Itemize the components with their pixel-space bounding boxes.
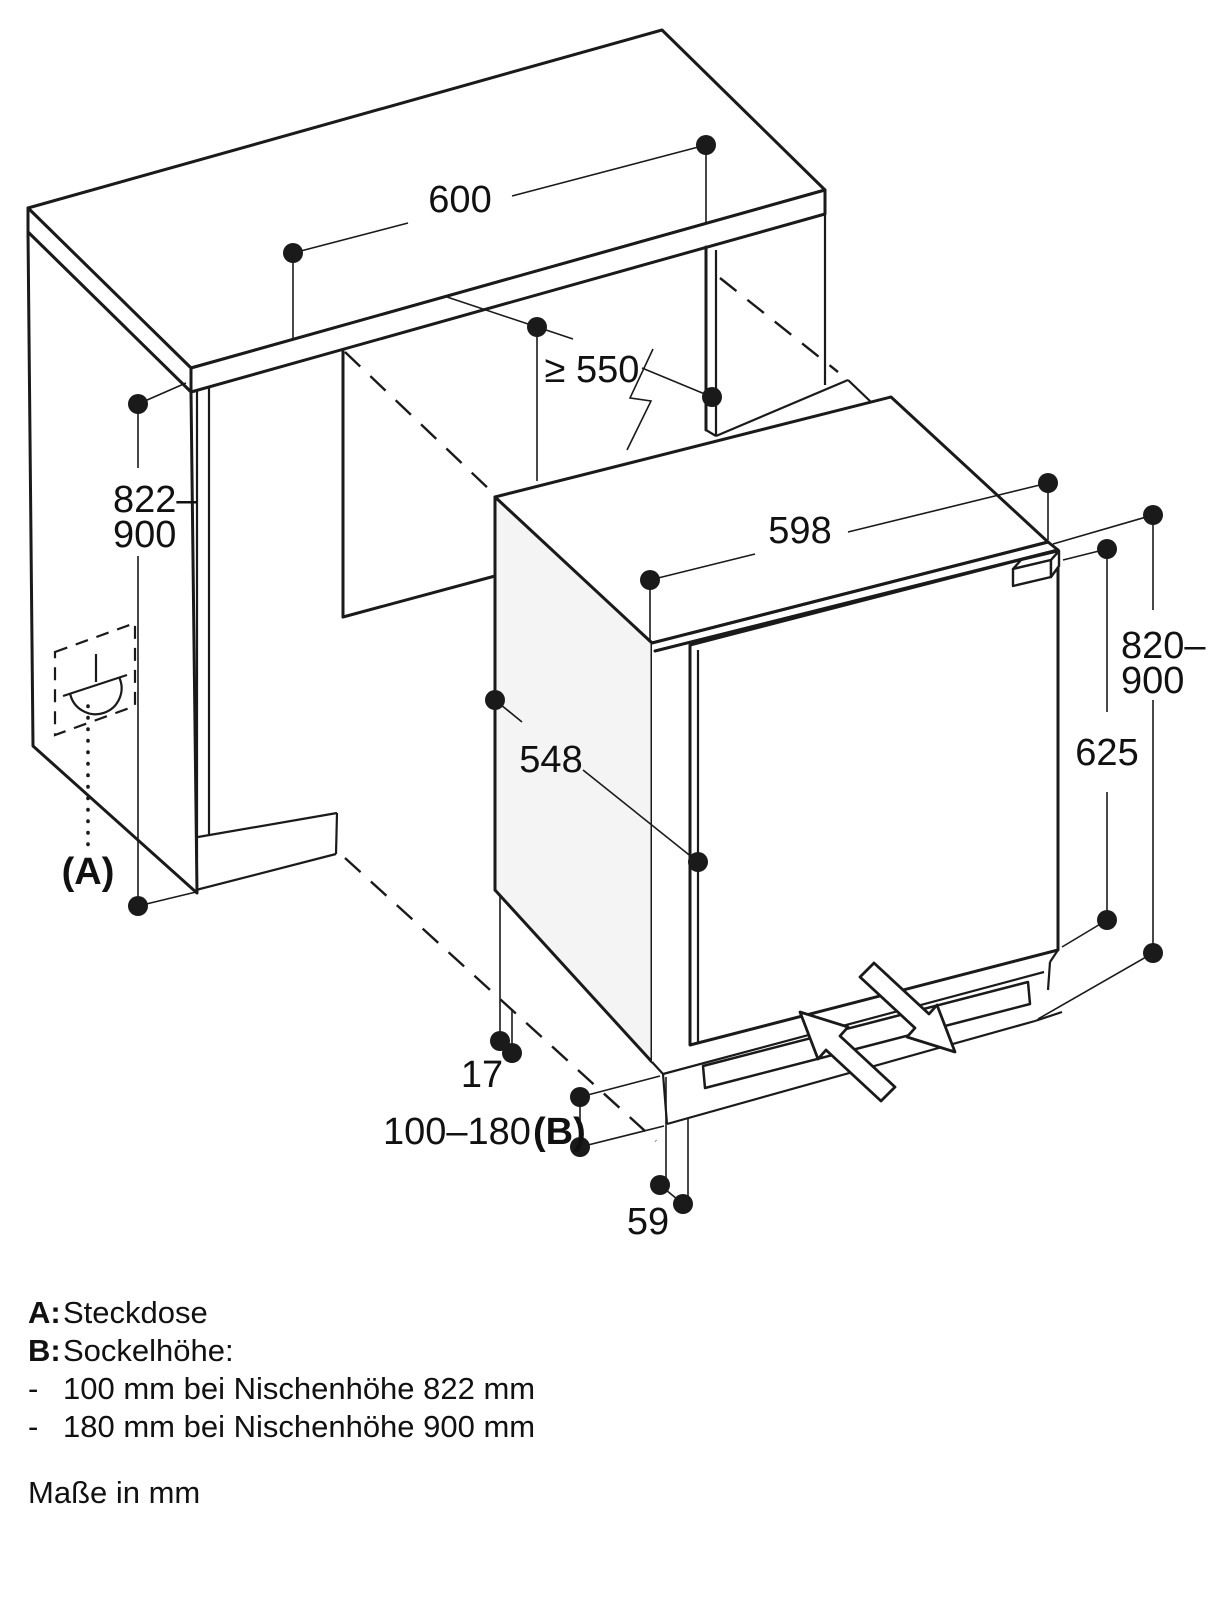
dim-dot (1097, 539, 1117, 559)
dim-label-820-900-l2: 900 (1121, 660, 1185, 702)
legend (28, 1295, 535, 1510)
dim-front-offset (461, 895, 522, 1096)
dim-dot (640, 570, 660, 590)
dim-dot (696, 135, 716, 155)
dim-plinth-height (383, 1076, 664, 1157)
dim-label-600: 600 (428, 179, 492, 221)
dim-dot (283, 243, 303, 263)
left-plinth-top-edge (198, 813, 337, 837)
projection-top-right (720, 278, 838, 372)
left-plinth-right-edge (336, 813, 337, 854)
niche-partition-bottom (706, 430, 716, 436)
vent-right-end (1048, 962, 1050, 990)
dim-dot (673, 1194, 693, 1214)
dim-dot (128, 896, 148, 916)
niche-floor-back-edge (343, 576, 495, 617)
legend-footer: Maße in mm (28, 1475, 201, 1510)
dim-label-625: 625 (1075, 732, 1139, 774)
dim-dot (650, 1175, 670, 1195)
plinth-left-notch (652, 1062, 667, 1124)
right-panel-bottom-corner (848, 380, 871, 402)
left-plinth (196, 813, 337, 890)
legend-bullet-2: - (28, 1409, 39, 1444)
dim-dot (688, 852, 708, 872)
dim-vent-clearance (627, 1077, 693, 1243)
dim-dot (502, 1043, 522, 1063)
dim-label-822-900-l2: 900 (113, 514, 177, 556)
dim-label-598: 598 (768, 510, 832, 552)
dim-dot (128, 394, 148, 414)
dim-dot (570, 1087, 590, 1107)
dim-label-100-180: 100–180 (383, 1111, 531, 1153)
dim-dot (485, 690, 505, 710)
dim-dot (1038, 473, 1058, 493)
left-plinth-bottom-edge (196, 854, 336, 890)
legend-text-a: Steckdose (63, 1295, 208, 1330)
dim-dot (1097, 910, 1117, 930)
dim-dot (527, 317, 547, 337)
dim-label-822-900-l1: 822– (113, 479, 198, 521)
appliance-front-sliver (652, 634, 690, 1062)
dim-label-820-900-l1: 820– (1121, 625, 1206, 667)
dim-label-59: 59 (626, 1201, 670, 1243)
dim-door-height (1062, 539, 1139, 947)
dim-label-550: ≥ 550 (544, 349, 640, 391)
legend-text-b: Sockelhöhe: (63, 1333, 234, 1368)
legend-item-1: 100 mm bei Nischenhöhe 822 mm (63, 1371, 536, 1406)
dim-label-548: 548 (519, 739, 583, 781)
dim-label-17: 17 (460, 1054, 504, 1096)
legend-item-2: 180 mm bei Nischenhöhe 900 mm (63, 1409, 536, 1444)
legend-bullet-1: - (28, 1371, 39, 1406)
socket-ref-label: (A) (61, 851, 115, 893)
dim-dot (702, 387, 722, 407)
legend-key-b: B: (28, 1333, 61, 1368)
legend-key-a: A: (28, 1295, 61, 1330)
projection-top-left (345, 352, 492, 492)
dim-dot (1143, 943, 1163, 963)
dim-label-B-ref: (B) (533, 1111, 586, 1153)
dim-dot (1143, 505, 1163, 525)
